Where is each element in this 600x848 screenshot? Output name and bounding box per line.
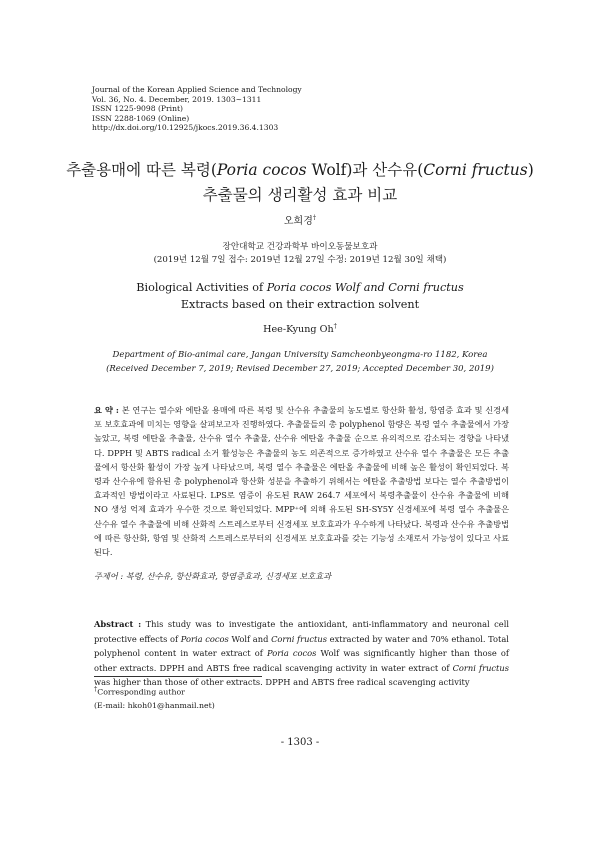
affiliation-en-text: Department of Bio-animal care, Jangan University Samcheonbyeongma-ro 1182, Korea bbox=[112, 350, 488, 360]
abstract-ko-label: 요 약 : bbox=[94, 405, 119, 415]
journal-name: Journal of the Korean Applied Science and Technology bbox=[92, 85, 302, 94]
doi-link[interactable]: http://dx.doi.org/10.12925/jkocs.2019.36.4.1303 bbox=[92, 123, 279, 133]
dagger-mark: † bbox=[312, 213, 317, 222]
footnote-divider bbox=[94, 676, 262, 677]
title-ko-part: Wolf)과 산수유( bbox=[306, 161, 424, 179]
title-en-part: Biological Activities of bbox=[136, 281, 267, 294]
abstract-en-species: Poria cocos bbox=[266, 648, 317, 659]
author-english bbox=[0, 322, 600, 335]
dates-ko: (2019년 12월 7일 접수: 2019년 12월 27일 수정: 2019년 12월 30일 채택) bbox=[153, 255, 447, 265]
title-ko-part: ) bbox=[527, 161, 534, 179]
issn-online: ISSN 2288-1069 (Online) bbox=[92, 113, 190, 123]
title-ko-line2: 추출물의 생리활성 효과 비교 bbox=[202, 186, 398, 204]
title-en-line2: Extracts based on their extraction solvent bbox=[180, 298, 420, 311]
abstract-en-species: Corni fructus bbox=[271, 633, 327, 644]
title-en-species: Poria cocos Wolf and Corni fructus bbox=[266, 281, 464, 294]
title-english bbox=[0, 279, 600, 313]
dates-en: (Received December 7, 2019; Revised December 27, 2019; Accepted December 30, 2019) bbox=[106, 364, 494, 374]
abstract-en-text: was higher than those of other extracts. DPPH and ABTS free radical scavenging activity bbox=[94, 677, 470, 688]
journal-header bbox=[92, 85, 302, 133]
author-en-name: Hee-Kyung Oh bbox=[263, 324, 334, 336]
footnote bbox=[94, 683, 215, 712]
abstract-en-species: Corni fructus bbox=[452, 662, 509, 673]
affiliation-english bbox=[0, 348, 600, 376]
title-ko-species: Poria cocos bbox=[216, 161, 307, 179]
footnote-label: Corresponding author bbox=[97, 687, 185, 697]
affiliation-ko-text: 장안대학교 건강과학부 바이오동물보호과 bbox=[222, 242, 378, 252]
keywords-korean: 주제어 : 복령, 산수유, 항산화효과, 항염증효과, 신경세포 보호효과 bbox=[94, 571, 332, 581]
abstract-en-text: This study was to investigate the antioxidant, anti-inflammatory and neuronal cell protective effects of bbox=[94, 619, 510, 644]
abstract-english bbox=[94, 617, 509, 690]
abstract-en-text: Wolf was significantly higher than those of other extracts. DPPH and ABTS free radical scavenging activity in water extract of bbox=[94, 648, 509, 673]
abstract-en-text: extracted by water and 70% ethanol. Total polyphenol content in water extract of bbox=[94, 633, 509, 659]
page-number: - 1303 - bbox=[280, 737, 320, 748]
title-korean bbox=[0, 158, 600, 208]
title-ko-species: Corni fructus bbox=[423, 161, 528, 179]
author-ko-name: 오희경 bbox=[283, 216, 313, 227]
journal-volume: Vol. 36, No. 4. December, 2019. 1303~1311 bbox=[92, 94, 262, 104]
abstract-en-label: Abstract : bbox=[94, 619, 142, 629]
abstract-ko-text: 본 연구는 열수와 에탄올 용매에 따른 복령 및 산수유 추출물의 농도별로 항산화 활성, 항염증 효과 및 신경세포 보호효과에 미치는 영향을 살펴보고자 진행하였다. 추출물들의 총 polyphenol 함량은 복령 열수 추출물에서 가장 높았고, 복령 에탄올 추출물, 산수유 열수 추출물, 산수유 에탄올 추출물 순으로 유의적으로 감소되는 경향을 나타냈다. DPPH 및 ABTS radical 소거 활성능은 추출물의 농도 의존적으로 증가하였고 산수유 열수 추출물은 모든 추출물에서 항산화 활성이 가장 높게 나타났으며, 복령 열수 추출물은 에탄올 추출물에 비해 높은 활성이 확인되었다. 복령과 산수유에 함유된 총 polyphenol과 항산화 성분을 추출하기 위해서는 에탄올 추출방법 보다는 열수 추출방법이 효과적인 방법이라고 사료된다. LPS로 염증이 유도된 RAW 264.7 세포에서 복령추출물이 산수유 추출물에 비해 NO 생성 억제 효과가 우수한 것으로 확인되었다. MPP⁺에 의해 유도된 SH-SY5Y 신경세포에 복령 열수 추출물은 산수유 열수 추출물에 비해 산화적 스트레스로부터 신경세포 보호효과가 우수하게 나타났다. 복령과 산수유 추출방법에 따른 항산화, 항염 및 산화적 스트레스로부터의 신경세포 보호효과를 갖는 기능성 소재로서 가능성이 있다고 사료된다. bbox=[94, 405, 510, 558]
footnote-email: (E-mail: hkoh01@hanmail.net) bbox=[94, 700, 215, 710]
abstract-en-species: Poria cocos bbox=[180, 633, 229, 644]
dagger-mark: † bbox=[333, 322, 337, 330]
abstract-korean bbox=[94, 403, 509, 559]
title-ko-part: 추출용매에 따른 복령( bbox=[66, 161, 217, 179]
affiliation-korean bbox=[0, 241, 600, 267]
issn-print: ISSN 1225-9098 (Print) bbox=[92, 104, 183, 114]
abstract-en-text: Wolf and bbox=[228, 633, 272, 644]
author-korean bbox=[0, 212, 600, 227]
dagger-mark: † bbox=[94, 685, 98, 693]
